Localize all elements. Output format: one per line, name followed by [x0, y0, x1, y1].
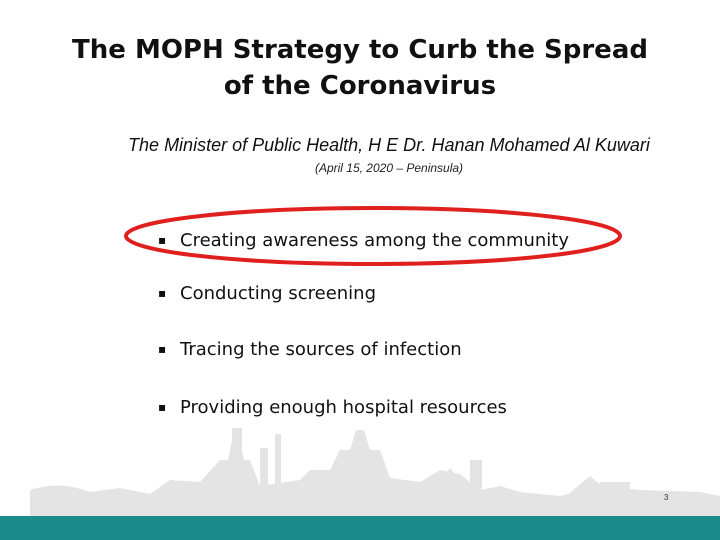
title-line-1: The MOPH Strategy to Curb the Spread: [72, 35, 648, 65]
bullet-item: [158, 339, 462, 360]
source-citation: (April 15, 2020 – Peninsula): [314, 161, 464, 175]
bullet-text: Creating awareness among the community: [180, 230, 570, 251]
bullet-item: [158, 397, 507, 418]
bullet-marker: ▪: [158, 342, 167, 356]
bullet-text: Providing enough hospital resources: [180, 397, 507, 418]
skyline-illustration: [0, 420, 720, 520]
bullet-text: Tracing the sources of infection: [180, 339, 462, 360]
title-line-2: of the Coronavirus: [223, 71, 497, 101]
slide-title: [0, 32, 720, 104]
footer-bar: [0, 516, 720, 540]
page-number: 3: [664, 493, 669, 502]
bullet-text: Conducting screening: [180, 283, 377, 304]
bullet-marker: ▪: [158, 400, 167, 414]
bullet-marker: ▪: [158, 233, 167, 247]
bullet-item: [158, 283, 376, 304]
bullet-marker: ▪: [158, 286, 167, 300]
highlight-ellipse: [122, 204, 624, 268]
subtitle: The Minister of Public Health, H E Dr. Hanan Mohamed Al Kuwari: [128, 135, 650, 155]
